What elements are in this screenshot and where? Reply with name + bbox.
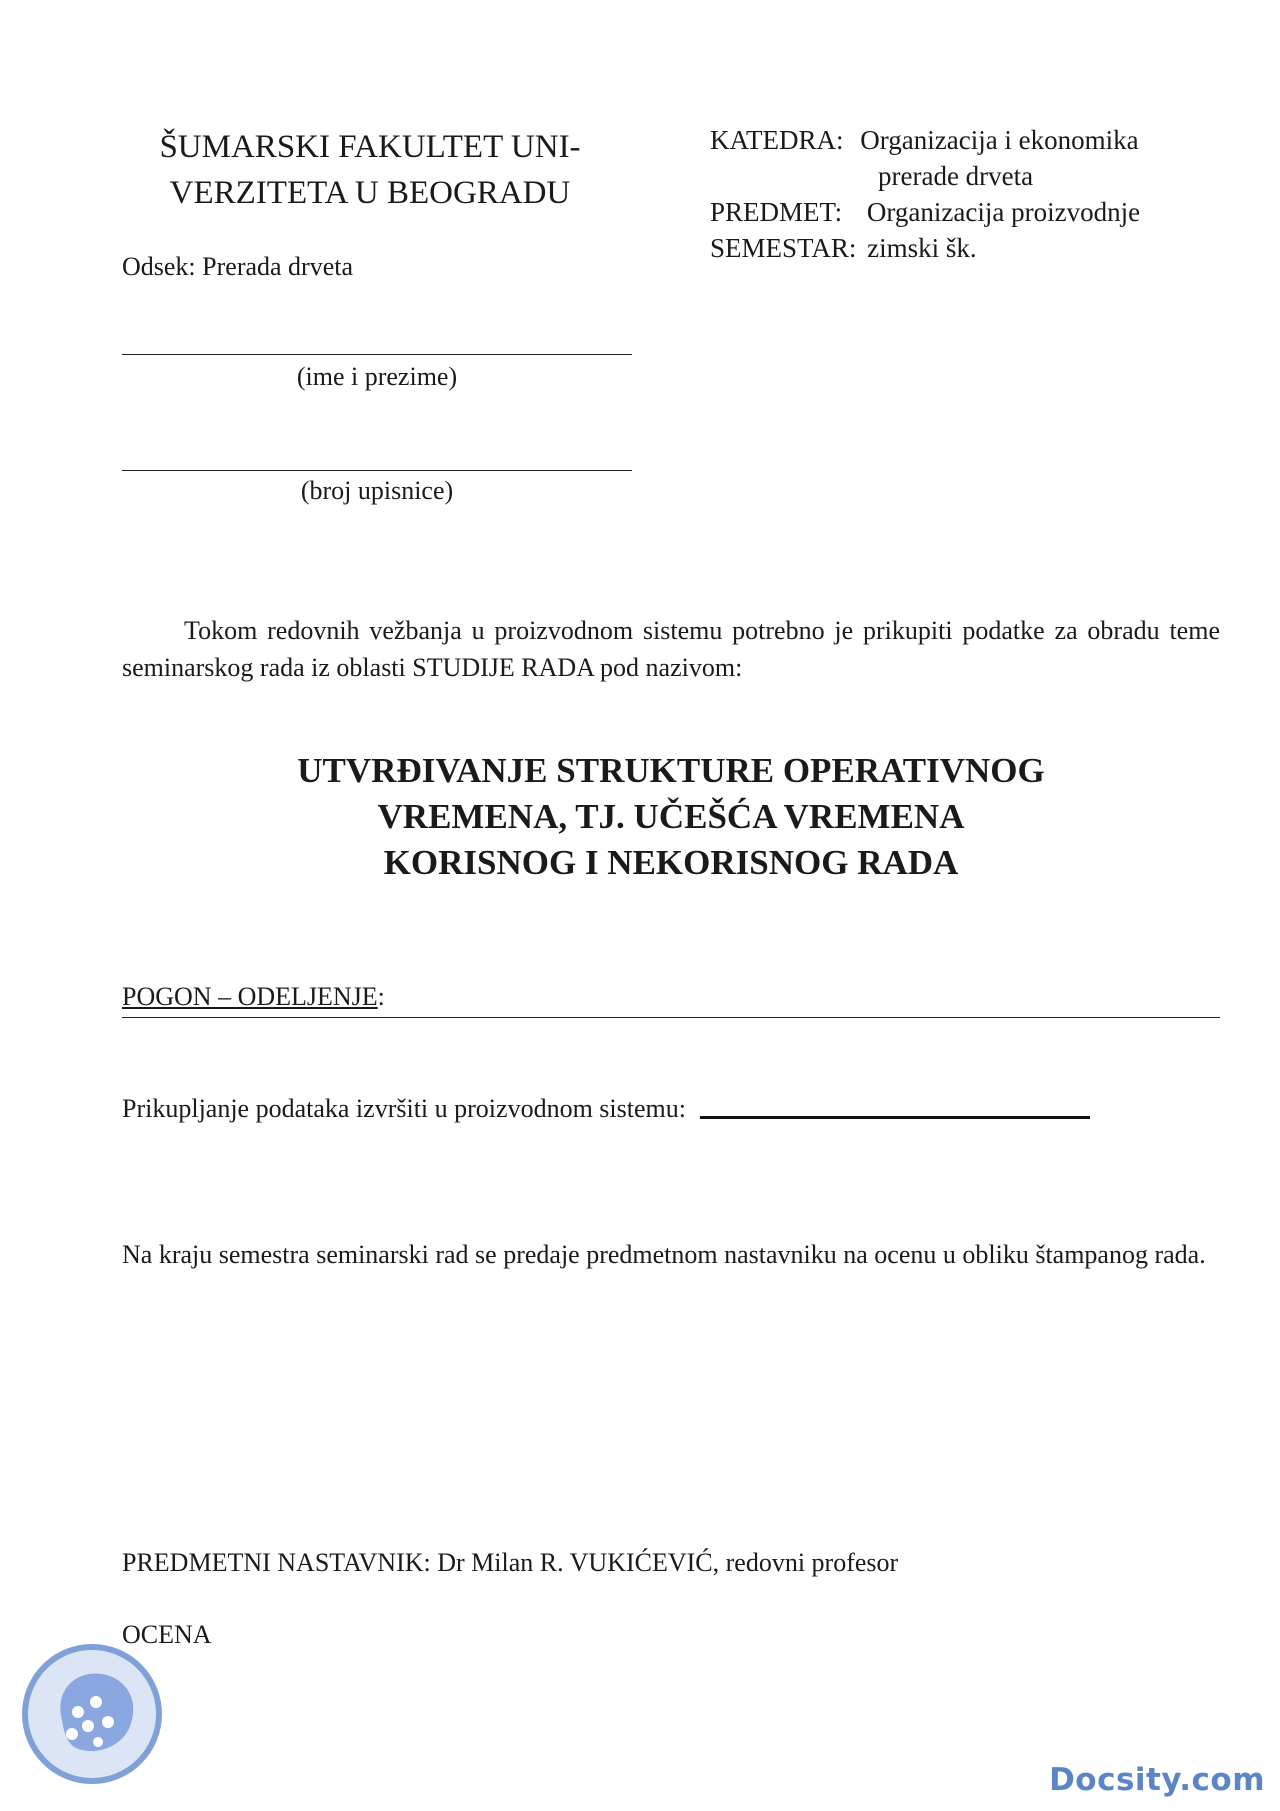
seminar-title-line3: KORISNOG I NEKORISNOG RADA [383,843,959,882]
prikupljanje-row [122,1094,1090,1124]
semestar-row [710,230,977,266]
katedra-row [710,122,1139,158]
teacher-line: PREDMETNI NASTAVNIK: Dr Milan R. VUKIĆEVIĆ, redovni profesor [122,1548,899,1577]
intro-paragraph: Tokom redovnih vežbanja u proizvodnom sistemu potrebno je prikupiti podatke za obradu teme seminarskog rada iz oblasti STUDIJE RADA pod nazivom: [122,616,1220,682]
predmet-value: Organizacija proizvodnje [866,197,1141,227]
faculty-name [110,124,630,216]
katedra-value: Organizacija i ekonomika [860,125,1139,155]
docsity-brand[interactable]: Docsity.com [1049,1762,1265,1798]
docsity-logo-icon [22,1644,162,1784]
seminar-title [122,748,1220,886]
pogon-row [122,982,385,1012]
faculty-name-line2: VERZITETA U BEOGRADU [169,175,571,211]
faculty-name-line1: ŠUMARSKI FAKULTET UNI- [159,129,581,165]
department-label: Odsek: Prerada drveta [122,252,354,281]
seminar-title-line1: UTVRĐIVANJE STRUKTURE OPERATIVNOG [297,751,1045,790]
system-fill-line [700,1116,1090,1119]
semestar-label: SEMESTAR: [710,233,857,263]
pogon-fill-line [122,1017,1220,1018]
seminar-title-line2: VREMENA, TJ. UČEŠĆA VREMENA [377,797,965,836]
index-field-label: (broj upisnice) [300,476,454,505]
semestar-value: zimski šk. [867,233,977,263]
closing-paragraph: Na kraju semestra seminarski rad se predaje predmetnom nastavniku na ocenu u obliku štampanog rada. [122,1240,1206,1269]
predmet-label: PREDMET: [710,197,843,227]
predmet-row [710,194,1140,230]
katedra-label: KATEDRA: [710,125,844,155]
prikupljanje-label: Prikupljanje podataka izvršiti u proizvodnom sistemu: [122,1094,686,1123]
name-field-label: (ime i prezime) [296,362,458,391]
katedra-value-line2: prerade drveta [878,161,1034,191]
name-fill-line [122,354,632,355]
grade-label: OCENA [122,1620,212,1649]
pogon-colon: : [377,982,385,1011]
index-fill-line [122,470,632,471]
pogon-label: POGON – ODELJENJE [122,982,378,1011]
